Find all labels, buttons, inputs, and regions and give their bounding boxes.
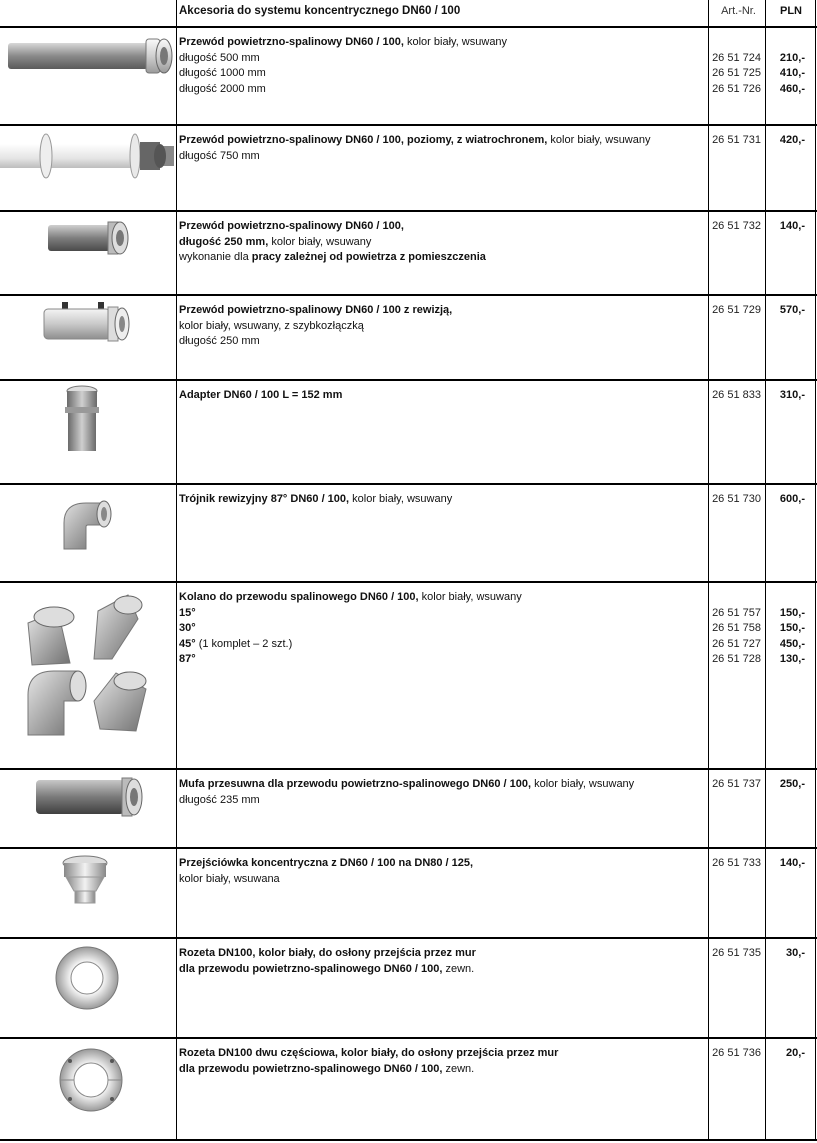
- length-option: długość 250 mm: [179, 335, 260, 347]
- price: 460,-: [779, 82, 805, 95]
- table-row: [0, 1039, 817, 1137]
- price: 450,-: [779, 637, 805, 650]
- product-spec: kolor biały, wsuwany: [531, 778, 635, 790]
- column-divider: [815, 0, 816, 1140]
- price: 150,-: [779, 622, 805, 634]
- rosette-icon: [0, 939, 178, 1037]
- art-number: 26 51 833: [712, 389, 761, 401]
- price: 20,-: [786, 1047, 805, 1059]
- price: 150,-: [779, 606, 805, 619]
- table-title: Akcesoria do systemu koncentrycznego DN60 / 100: [179, 5, 461, 17]
- table-row: [0, 939, 817, 1039]
- product-name: Przewód powietrzno-spalinowy DN60 / 100,: [179, 36, 404, 48]
- table-bottom-rule: [0, 1139, 817, 1141]
- angle-option: 15°: [179, 606, 196, 619]
- length-option: długość 1000 mm: [179, 67, 266, 79]
- product-name: Przewód powietrzno-spalinowy DN60 / 100, poziomy, z wiatrochronem,: [179, 134, 548, 146]
- angle-option: 87°: [179, 653, 196, 665]
- table-row: [0, 296, 817, 381]
- product-spec: zewn.: [442, 962, 475, 975]
- price: 250,-: [779, 778, 805, 790]
- product-application: dla przewodu powietrzno-spalinowego DN60 / 100,: [179, 962, 443, 975]
- art-number: 26 51 731: [712, 134, 761, 146]
- horizontal-pipe-windguard-icon: [0, 126, 178, 210]
- price: 570,-: [779, 304, 805, 316]
- product-name: Rozeta DN100, kolor biały, do osłony przejścia przez mur: [179, 947, 476, 959]
- price: 140,-: [779, 857, 805, 869]
- product-name: Przejściówka koncentryczna z DN60 / 100 na DN80 / 125,: [179, 857, 474, 869]
- art-number: 26 51 727: [712, 637, 761, 650]
- art-number: 26 51 735: [712, 947, 761, 959]
- art-number-column-header: Art.-Nr.: [721, 5, 756, 17]
- art-number: 26 51 728: [712, 653, 761, 665]
- length-option: długość 500 mm: [179, 51, 260, 64]
- product-spec: kolor biały, wsuwany: [349, 493, 453, 505]
- art-number: 26 51 758: [712, 622, 761, 634]
- angle-option: 30°: [179, 622, 196, 634]
- price: 130,-: [779, 653, 805, 665]
- table-row: [0, 770, 817, 849]
- product-spec: zewn.: [442, 1062, 475, 1075]
- table-row: [0, 212, 817, 296]
- split-rosette-icon: [0, 1039, 178, 1137]
- art-number: 26 51 725: [712, 67, 761, 79]
- product-name: Trójnik rewizyjny 87° DN60 / 100,: [179, 493, 350, 505]
- variant-label: wykonanie dla: [179, 251, 252, 263]
- product-spec: kolor biały, wsuwany: [547, 134, 651, 146]
- product-name: Rozeta DN100 dwu częściowa, kolor biały, do osłony przejścia przez mur: [179, 1047, 559, 1059]
- length-option: długość 2000 mm: [179, 82, 266, 95]
- art-number: 26 51 730: [712, 493, 761, 505]
- table-row: [0, 28, 817, 126]
- column-divider: [708, 0, 709, 1140]
- price: 140,-: [779, 220, 805, 232]
- product-application: dla przewodu powietrzno-spalinowego DN60 / 100,: [179, 1062, 443, 1075]
- product-name: Kolano do przewodu spalinowego DN60 / 100,: [179, 591, 419, 603]
- art-number: 26 51 737: [712, 778, 761, 790]
- product-spec: kolor biały, wsuwany: [268, 235, 372, 248]
- table-row: [0, 849, 817, 939]
- inspection-pipe-icon: [0, 296, 178, 379]
- angle-note: (1 komplet – 2 szt.): [195, 637, 293, 650]
- column-divider: [765, 0, 766, 1140]
- column-divider: [176, 0, 177, 1140]
- product-spec: kolor biały, wsuwana: [179, 872, 280, 885]
- reducer-icon: [0, 849, 178, 937]
- art-number: 26 51 729: [712, 304, 761, 316]
- product-name: Przewód powietrzno-spalinowy DN60 / 100,: [179, 220, 404, 232]
- price-column-header: PLN: [780, 5, 802, 17]
- sliding-sleeve-icon: [0, 770, 178, 847]
- art-number: 26 51 724: [712, 51, 761, 64]
- length-option: długość 235 mm: [179, 793, 260, 806]
- length-option: długość 750 mm: [179, 149, 260, 162]
- product-name: Adapter DN60 / 100 L = 152 mm: [179, 389, 343, 401]
- straight-pipe-icon: [0, 28, 178, 124]
- price: 420,-: [779, 134, 805, 146]
- variant-value: pracy zależnej od powietrza z pomieszczenia: [251, 251, 486, 263]
- short-pipe-icon: [0, 212, 178, 294]
- art-number: 26 51 733: [712, 857, 761, 869]
- adapter-icon: [0, 381, 178, 483]
- product-name: Mufa przesuwna dla przewodu powietrzno-spalinowego DN60 / 100,: [179, 778, 532, 790]
- product-spec: kolor biały, wsuwany: [403, 36, 508, 48]
- price: 310,-: [779, 389, 805, 401]
- inspection-tee-icon: [0, 485, 178, 581]
- art-number: 26 51 757: [712, 606, 761, 619]
- table-row: [0, 126, 817, 212]
- art-number: 26 51 732: [712, 220, 761, 232]
- product-spec: kolor biały, wsuwany: [418, 591, 522, 603]
- art-number: 26 51 736: [712, 1047, 761, 1059]
- table-row: [0, 485, 817, 583]
- art-number: 26 51 726: [712, 82, 761, 95]
- table-row: [0, 381, 817, 485]
- price: 410,-: [779, 67, 805, 79]
- table-row: [0, 583, 817, 770]
- angle-option: 45°: [179, 637, 196, 650]
- product-length: długość 250 mm,: [179, 235, 269, 248]
- price: 30,-: [786, 947, 805, 959]
- elbows-icon: [0, 583, 178, 768]
- product-name: Przewód powietrzno-spalinowy DN60 / 100 z rewizją,: [179, 304, 453, 316]
- price: 210,-: [779, 51, 805, 64]
- table-header: [0, 0, 817, 28]
- product-spec: kolor biały, wsuwany, z szybkozłączką: [179, 319, 364, 332]
- price: 600,-: [779, 493, 805, 505]
